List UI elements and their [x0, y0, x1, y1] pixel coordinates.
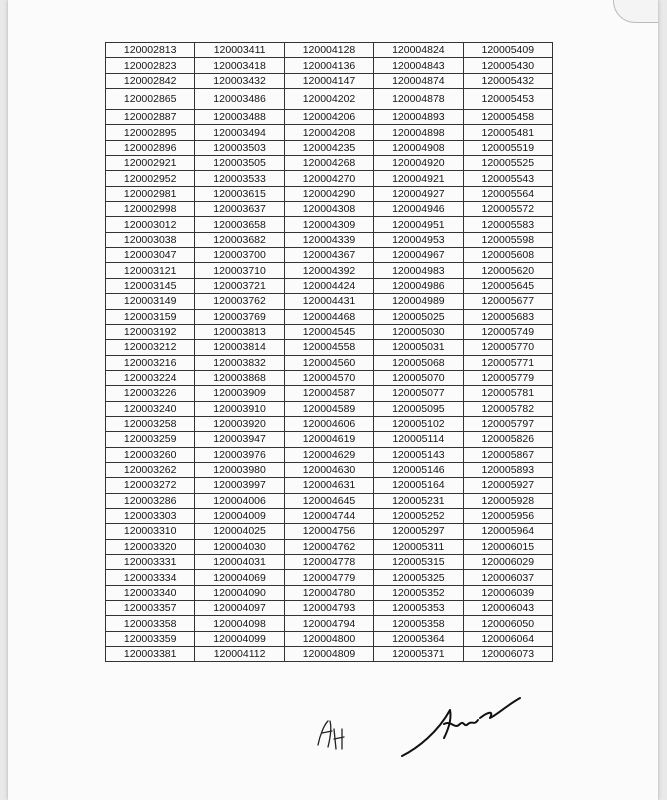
table-cell: 120002895	[106, 125, 195, 140]
table-cell: 120003486	[195, 89, 284, 110]
table-cell: 120005928	[463, 493, 552, 508]
table-cell: 120003320	[106, 539, 195, 554]
table-cell: 120005583	[463, 217, 552, 232]
table-row	[106, 478, 553, 493]
table-cell: 120006037	[463, 570, 552, 585]
table-cell: 120005771	[463, 355, 552, 370]
table-cell: 120004630	[284, 462, 373, 477]
table-cell: 120004560	[284, 355, 373, 370]
table-cell: 120004424	[284, 278, 373, 293]
table-cell: 120005231	[374, 493, 463, 508]
table-cell: 120003637	[195, 202, 284, 217]
table-cell: 120004631	[284, 478, 373, 493]
table-row	[106, 156, 553, 171]
table-row	[106, 217, 553, 232]
table-cell: 120004983	[374, 263, 463, 278]
table-cell: 120004843	[374, 58, 463, 73]
table-cell: 120003909	[195, 386, 284, 401]
table-cell: 120003038	[106, 232, 195, 247]
table-cell: 120004893	[374, 110, 463, 125]
table-cell: 120003012	[106, 217, 195, 232]
table-cell: 120003381	[106, 647, 195, 662]
table-cell: 120003303	[106, 508, 195, 523]
table-cell: 120003216	[106, 355, 195, 370]
table-cell: 120004800	[284, 631, 373, 646]
table-cell: 120004206	[284, 110, 373, 125]
table-cell: 120005102	[374, 416, 463, 431]
table-cell: 120002921	[106, 156, 195, 171]
table-cell: 120005481	[463, 125, 552, 140]
table-cell: 120003334	[106, 570, 195, 585]
table-row	[106, 309, 553, 324]
table-cell: 120003762	[195, 294, 284, 309]
table-cell: 120003149	[106, 294, 195, 309]
table-cell: 120004545	[284, 324, 373, 339]
table-cell: 120005070	[374, 370, 463, 385]
table-cell: 120003910	[195, 401, 284, 416]
table-cell: 120003658	[195, 217, 284, 232]
table-cell: 120005409	[463, 43, 552, 58]
table-cell: 120003262	[106, 462, 195, 477]
table-row	[106, 43, 553, 58]
table-cell: 120005371	[374, 647, 463, 662]
table-row	[106, 248, 553, 263]
table-cell: 120004953	[374, 232, 463, 247]
table-cell: 120005781	[463, 386, 552, 401]
table-cell: 120006043	[463, 601, 552, 616]
table-cell: 120005030	[374, 324, 463, 339]
table-cell: 120003212	[106, 340, 195, 355]
table-row	[106, 370, 553, 385]
table-cell: 120004920	[374, 156, 463, 171]
table-cell: 120004270	[284, 171, 373, 186]
table-row	[106, 386, 553, 401]
table-cell: 120005311	[374, 539, 463, 554]
table-cell: 120004967	[374, 248, 463, 263]
table-cell: 120005964	[463, 524, 552, 539]
table-cell: 120005543	[463, 171, 552, 186]
table-cell: 120003418	[195, 58, 284, 73]
table-cell: 120005749	[463, 324, 552, 339]
table-cell: 120005297	[374, 524, 463, 539]
table-cell: 120004136	[284, 58, 373, 73]
table-cell: 120004986	[374, 278, 463, 293]
table-row	[106, 555, 553, 570]
table-cell: 120006050	[463, 616, 552, 631]
id-number-table-body	[106, 43, 553, 662]
table-cell: 120004780	[284, 585, 373, 600]
table-cell: 120005683	[463, 309, 552, 324]
handwritten-signature	[398, 690, 538, 760]
table-cell: 120004006	[195, 493, 284, 508]
table-cell: 120005927	[463, 478, 552, 493]
table-row	[106, 585, 553, 600]
table-cell: 120003411	[195, 43, 284, 58]
table-cell: 120005025	[374, 309, 463, 324]
table-cell: 120005564	[463, 186, 552, 201]
table-cell: 120005430	[463, 58, 552, 73]
table-cell: 120002952	[106, 171, 195, 186]
table-row	[106, 524, 553, 539]
table-cell: 120004339	[284, 232, 373, 247]
table-cell: 120003240	[106, 401, 195, 416]
table-cell: 120003310	[106, 524, 195, 539]
table-cell: 120005252	[374, 508, 463, 523]
table-cell: 120005077	[374, 386, 463, 401]
table-cell: 120002981	[106, 186, 195, 201]
table-cell: 120003700	[195, 248, 284, 263]
table-cell: 120005164	[374, 478, 463, 493]
table-cell: 120003710	[195, 263, 284, 278]
table-row	[106, 73, 553, 88]
table-cell: 120004030	[195, 539, 284, 554]
table-cell: 120004744	[284, 508, 373, 523]
table-cell: 120003259	[106, 432, 195, 447]
table-cell: 120004468	[284, 309, 373, 324]
table-row	[106, 186, 553, 201]
table-cell: 120004927	[374, 186, 463, 201]
table-cell: 120003272	[106, 478, 195, 493]
table-cell: 120004570	[284, 370, 373, 385]
table-cell: 120004431	[284, 294, 373, 309]
table-row	[106, 263, 553, 278]
table-cell: 120004099	[195, 631, 284, 646]
table-row	[106, 432, 553, 447]
table-row	[106, 539, 553, 554]
table-cell: 120004308	[284, 202, 373, 217]
table-cell: 120004878	[374, 89, 463, 110]
document-page	[8, 0, 658, 800]
table-cell: 120003121	[106, 263, 195, 278]
table-cell: 120006064	[463, 631, 552, 646]
table-cell: 120003357	[106, 601, 195, 616]
table-row	[106, 416, 553, 431]
table-cell: 120004645	[284, 493, 373, 508]
table-cell: 120003258	[106, 416, 195, 431]
id-number-table	[105, 42, 553, 662]
table-cell: 120004762	[284, 539, 373, 554]
table-cell: 120003260	[106, 447, 195, 462]
table-row	[106, 140, 553, 155]
table-cell: 120005782	[463, 401, 552, 416]
table-cell: 120003432	[195, 73, 284, 88]
table-row	[106, 125, 553, 140]
table-cell: 120005364	[374, 631, 463, 646]
table-row	[106, 631, 553, 646]
table-cell: 120005146	[374, 462, 463, 477]
table-row	[106, 89, 553, 110]
table-cell: 120003340	[106, 585, 195, 600]
table-cell: 120004898	[374, 125, 463, 140]
table-cell: 120003159	[106, 309, 195, 324]
table-row	[106, 171, 553, 186]
table-cell: 120004809	[284, 647, 373, 662]
table-cell: 120003286	[106, 493, 195, 508]
table-cell: 120005353	[374, 601, 463, 616]
table-cell: 120005893	[463, 462, 552, 477]
table-cell: 120003813	[195, 324, 284, 339]
table-cell: 120003358	[106, 616, 195, 631]
table-row	[106, 508, 553, 523]
table-row	[106, 58, 553, 73]
table-cell: 120004606	[284, 416, 373, 431]
table-cell: 120003615	[195, 186, 284, 201]
table-row	[106, 601, 553, 616]
table-cell: 120003721	[195, 278, 284, 293]
table-row	[106, 616, 553, 631]
table-cell: 120003814	[195, 340, 284, 355]
table-cell: 120003226	[106, 386, 195, 401]
table-cell: 120003533	[195, 171, 284, 186]
table-cell: 120005095	[374, 401, 463, 416]
table-cell: 120005572	[463, 202, 552, 217]
table-cell: 120004208	[284, 125, 373, 140]
table-cell: 120002842	[106, 73, 195, 88]
table-row	[106, 278, 553, 293]
table-cell: 120003359	[106, 631, 195, 646]
table-row	[106, 232, 553, 247]
table-cell: 120004794	[284, 616, 373, 631]
table-cell: 120004069	[195, 570, 284, 585]
table-row	[106, 493, 553, 508]
table-cell: 120004558	[284, 340, 373, 355]
table-cell: 120004235	[284, 140, 373, 155]
table-cell: 120002865	[106, 89, 195, 110]
table-cell: 120004112	[195, 647, 284, 662]
table-cell: 120004874	[374, 73, 463, 88]
table-cell: 120005956	[463, 508, 552, 523]
table-cell: 120004025	[195, 524, 284, 539]
table-cell: 120005779	[463, 370, 552, 385]
table-cell: 120004946	[374, 202, 463, 217]
table-cell: 120005770	[463, 340, 552, 355]
table-cell: 120004619	[284, 432, 373, 447]
table-cell: 120003224	[106, 370, 195, 385]
table-cell: 120005114	[374, 432, 463, 447]
table-cell: 120005031	[374, 340, 463, 355]
table-cell: 120004031	[195, 555, 284, 570]
table-cell: 120006029	[463, 555, 552, 570]
table-cell: 120003192	[106, 324, 195, 339]
table-cell: 120006039	[463, 585, 552, 600]
table-cell: 120003145	[106, 278, 195, 293]
table-cell: 120002998	[106, 202, 195, 217]
table-cell: 120004392	[284, 263, 373, 278]
table-cell: 120004778	[284, 555, 373, 570]
table-cell: 120004147	[284, 73, 373, 88]
table-cell: 120004779	[284, 570, 373, 585]
table-cell: 120005315	[374, 555, 463, 570]
table-cell: 120003997	[195, 478, 284, 493]
table-cell: 120003868	[195, 370, 284, 385]
table-cell: 120005458	[463, 110, 552, 125]
table-cell: 120003047	[106, 248, 195, 263]
table-cell: 120005677	[463, 294, 552, 309]
table-cell: 120002823	[106, 58, 195, 73]
table-cell: 120004793	[284, 601, 373, 616]
table-cell: 120004629	[284, 447, 373, 462]
table-cell: 120004824	[374, 43, 463, 58]
table-cell: 120005826	[463, 432, 552, 447]
table-cell: 120003976	[195, 447, 284, 462]
table-cell: 120003488	[195, 110, 284, 125]
table-cell: 120004587	[284, 386, 373, 401]
table-cell: 120005620	[463, 263, 552, 278]
table-cell: 120004202	[284, 89, 373, 110]
table-cell: 120004097	[195, 601, 284, 616]
table-cell: 120004908	[374, 140, 463, 155]
table-cell: 120005519	[463, 140, 552, 155]
table-cell: 120004009	[195, 508, 284, 523]
table-row	[106, 294, 553, 309]
table-cell: 120005432	[463, 73, 552, 88]
table-cell: 120004098	[195, 616, 284, 631]
page-corner-fold	[613, 0, 658, 23]
table-cell: 120002813	[106, 43, 195, 58]
table-cell: 120005645	[463, 278, 552, 293]
table-cell: 120005352	[374, 585, 463, 600]
table-cell: 120005325	[374, 570, 463, 585]
table-cell: 120005867	[463, 447, 552, 462]
table-cell: 120005453	[463, 89, 552, 110]
table-cell: 120005358	[374, 616, 463, 631]
table-cell: 120003494	[195, 125, 284, 140]
table-cell: 120004290	[284, 186, 373, 201]
table-row	[106, 401, 553, 416]
table-cell: 120006073	[463, 647, 552, 662]
table-row	[106, 447, 553, 462]
table-cell: 120003980	[195, 462, 284, 477]
table-cell: 120005525	[463, 156, 552, 171]
table-cell: 120003505	[195, 156, 284, 171]
table-row	[106, 110, 553, 125]
table-cell: 120004128	[284, 43, 373, 58]
initials-signature	[308, 715, 368, 755]
table-row	[106, 324, 553, 339]
table-cell: 120002896	[106, 140, 195, 155]
table-row	[106, 570, 553, 585]
table-cell: 120005068	[374, 355, 463, 370]
table-row	[106, 462, 553, 477]
table-cell: 120004309	[284, 217, 373, 232]
table-cell: 120004367	[284, 248, 373, 263]
table-cell: 120005608	[463, 248, 552, 263]
table-row	[106, 355, 553, 370]
table-cell: 120003682	[195, 232, 284, 247]
table-cell: 120004268	[284, 156, 373, 171]
table-cell: 120004756	[284, 524, 373, 539]
table-cell: 120004090	[195, 585, 284, 600]
table-cell: 120003947	[195, 432, 284, 447]
table-cell: 120003832	[195, 355, 284, 370]
table-cell: 120005143	[374, 447, 463, 462]
table-cell: 120005797	[463, 416, 552, 431]
table-cell: 120006015	[463, 539, 552, 554]
table-row	[106, 202, 553, 217]
table-row	[106, 340, 553, 355]
table-cell: 120003769	[195, 309, 284, 324]
table-cell: 120003920	[195, 416, 284, 431]
table-cell: 120004989	[374, 294, 463, 309]
table-cell: 120004921	[374, 171, 463, 186]
table-cell: 120002887	[106, 110, 195, 125]
table-cell: 120005598	[463, 232, 552, 247]
table-row	[106, 647, 553, 662]
table-cell: 120004951	[374, 217, 463, 232]
table-cell: 120004589	[284, 401, 373, 416]
table-cell: 120003503	[195, 140, 284, 155]
table-cell: 120003331	[106, 555, 195, 570]
